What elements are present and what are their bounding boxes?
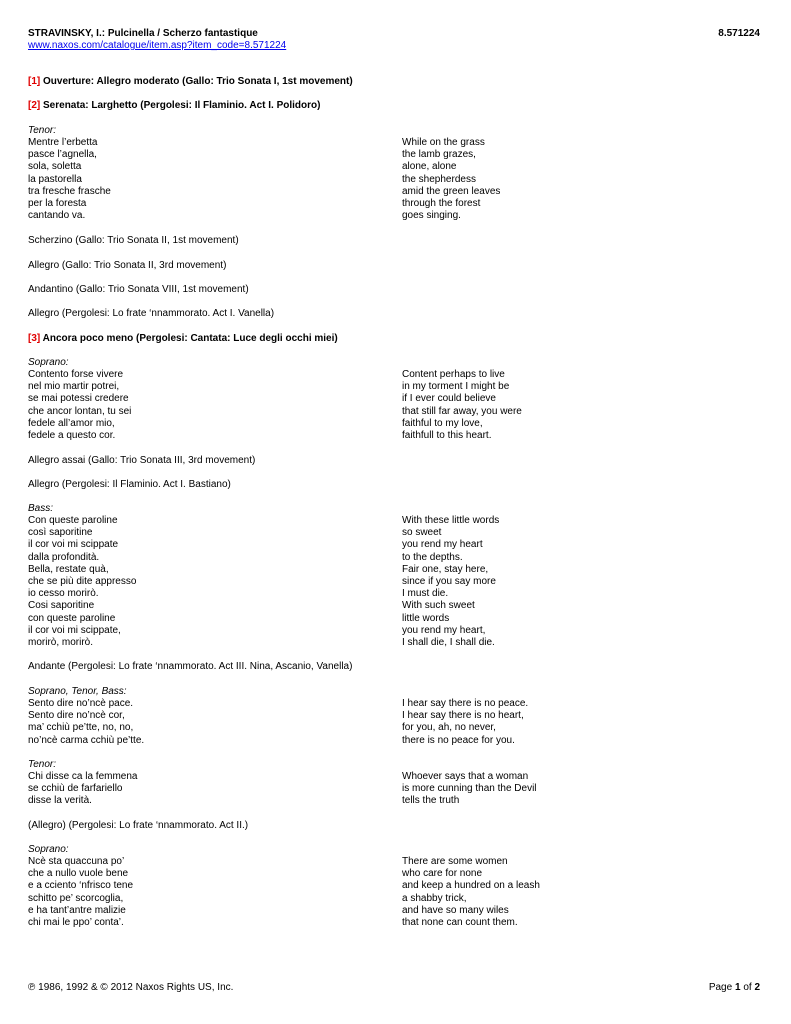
lyric-line: With such sweet: [402, 600, 475, 612]
lyric-line: così saporitine: [28, 527, 93, 539]
lyric-line: disse la verità.: [28, 795, 92, 807]
lyric-line: little words: [402, 612, 450, 624]
lyric-line: che a nullo vuole bene: [28, 868, 129, 880]
singer-soprano-2: Soprano:: [28, 844, 69, 855]
lyric-line: if I ever could believe: [402, 393, 496, 405]
lyric-line: fedele a questo cor.: [28, 430, 116, 442]
lyric-line: the lamb grazes,: [402, 149, 476, 161]
singer-trio: Soprano, Tenor, Bass:: [28, 686, 127, 697]
lyric-line: There are some women: [402, 856, 508, 867]
movement-andante: Andante (Pergolesi: Lo frate ‘nnammorato. Act III. Nina, Ascanio, Vanella): [28, 661, 353, 672]
lyric-line: tra fresche frasche: [28, 185, 111, 197]
track-3-number: [3]: [28, 333, 41, 344]
lyric-line: since if you say more: [402, 576, 496, 588]
catalogue-link[interactable]: www.naxos.com/catalogue/item.asp?item_code=8.571224: [28, 40, 287, 51]
lyric-line: that none can count them.: [402, 917, 518, 929]
lyric-line: con queste paroline: [28, 612, 116, 624]
lyric-line: so sweet: [402, 527, 442, 539]
catalogue-number: 8.571224: [718, 28, 760, 39]
lyric-line: cantando va.: [28, 210, 86, 222]
lyric-line: io cesso morirò.: [28, 588, 99, 600]
lyric-line: you rend my heart: [402, 539, 483, 551]
english-lyrics-6: [402, 856, 540, 929]
lyric-line: I shall die, I shall die.: [402, 637, 495, 649]
english-lyrics-5: [402, 771, 537, 808]
lyric-line: Ncè sta quaccuna po’: [28, 856, 125, 867]
lyric-line: in my torment I might be: [402, 381, 510, 393]
lyric-line: il cor voi mi scippate: [28, 539, 119, 551]
lyric-line: Chi disse ca la femmena: [28, 771, 138, 782]
lyric-line: goes singing.: [402, 210, 461, 222]
lyric-line: nel mio martir potrei,: [28, 381, 120, 393]
italian-lyrics-2: [28, 369, 131, 442]
lyric-line: no’ncè carma cchiù pe’tte.: [28, 734, 145, 746]
italian-lyrics-6: [28, 856, 133, 929]
italian-lyrics-1: [28, 137, 111, 222]
lyric-line: through the forest: [402, 198, 481, 210]
lyric-line: Cosi saporitine: [28, 600, 95, 612]
track-2-heading: [28, 100, 320, 112]
lyric-line: che se più dite appresso: [28, 576, 137, 588]
lyric-line: there is no peace for you.: [402, 734, 515, 746]
singer-tenor-1: Tenor:: [28, 125, 56, 136]
lyric-line: I hear say there is no peace.: [402, 698, 529, 709]
italian-lyrics-4: [28, 698, 144, 747]
lyric-line: chi mai le ppo’ conta’.: [28, 917, 124, 929]
lyric-line: for you, ah, no never,: [402, 722, 496, 734]
movement-allegro-bastiano: Allegro (Pergolesi: Il Flaminio. Act I. Bastiano): [28, 479, 231, 490]
lyric-line: se cchiù de farfariello: [28, 783, 123, 795]
movement-andantino: Andantino (Gallo: Trio Sonata VIII, 1st movement): [28, 284, 249, 295]
lyric-line: Con queste paroline: [28, 515, 118, 526]
italian-lyrics-5: [28, 771, 138, 808]
lyric-line: Sento dire no’ncè cor,: [28, 710, 125, 722]
track-1-number: [1]: [28, 76, 41, 87]
lyric-line: Sento dire no’ncè pace.: [28, 698, 134, 709]
track-1-heading: [28, 76, 353, 88]
lyric-line: is more cunning than the Devil: [402, 783, 537, 795]
lyric-line: faithfull to this heart.: [402, 430, 492, 442]
lyric-line: e ha tant’antre malizie: [28, 904, 126, 916]
lyric-line: sola, soletta: [28, 161, 82, 173]
lyric-line: dalla profondità.: [28, 551, 100, 563]
lyric-line: that still far away, you were: [402, 405, 522, 417]
lyric-line: Content perhaps to live: [402, 369, 505, 380]
movement-scherzino: Scherzino (Gallo: Trio Sonata II, 1st movement): [28, 235, 239, 246]
page-indicator: [709, 982, 760, 994]
english-lyrics-3: [402, 515, 499, 649]
lyric-line: faithful to my love,: [402, 417, 483, 429]
page-word: Page: [708, 982, 733, 993]
english-lyrics-2: [402, 369, 522, 442]
movement-allegro-vanella: Allegro (Pergolesi: Lo frate ‘nnammorato. Act I. Vanella): [28, 308, 275, 319]
lyric-line: Fair one, stay here,: [402, 563, 489, 575]
track-2-title: Serenata: Larghetto (Pergolesi: Il Flaminio. Act I. Polidoro): [43, 100, 321, 111]
lyric-line: Whoever says that a woman: [402, 771, 529, 782]
track-3-title: Ancora poco meno (Pergolesi: Cantata: Luce degli occhi miei): [42, 333, 338, 344]
lyric-line: se mai potessi credere: [28, 393, 129, 405]
track-3-heading: [28, 333, 338, 345]
track-2-number: [2]: [28, 100, 41, 111]
lyric-line: I hear say there is no heart,: [402, 710, 524, 722]
lyric-line: e a cciento ‘nfrisco tene: [28, 880, 134, 892]
lyric-line: amid the green leaves: [402, 185, 501, 197]
english-lyrics-1: [402, 137, 500, 222]
of-word: of: [743, 982, 752, 993]
lyric-line: and keep a hundred on a leash: [402, 880, 540, 892]
lyric-line: per la foresta: [28, 198, 87, 210]
page-total: 2: [754, 982, 760, 993]
lyric-line: tells the truth: [402, 795, 460, 807]
lyric-line: che ancor lontan, tu sei: [28, 405, 132, 417]
singer-soprano-1: Soprano:: [28, 357, 69, 368]
lyric-line: ma’ cchiù pe’tte, no, no,: [28, 722, 134, 734]
lyric-line: a shabby trick,: [402, 892, 467, 904]
movement-allegro-act2: (Allegro) (Pergolesi: Lo frate ‘nnammorato. Act II.): [28, 820, 249, 831]
lyric-line: la pastorella: [28, 173, 82, 185]
movement-allegro-gallo: Allegro (Gallo: Trio Sonata II, 3rd movement): [28, 260, 227, 271]
singer-tenor-2: Tenor:: [28, 759, 56, 770]
movement-allegro-assai: Allegro assai (Gallo: Trio Sonata III, 3rd movement): [28, 455, 256, 466]
lyric-line: you rend my heart,: [402, 624, 486, 636]
lyric-line: to the depths.: [402, 551, 463, 563]
lyric-line: With these little words: [402, 515, 500, 526]
document-title: STRAVINSKY, I.: Pulcinella / Scherzo fantastique: [28, 28, 258, 39]
lyric-line: pasce l’agnella,: [28, 149, 97, 161]
copyright-notice: ℗ 1986, 1992 & © 2012 Naxos Rights US, Inc.: [28, 982, 234, 993]
lyric-line: alone, alone: [402, 161, 457, 173]
lyric-line: who care for none: [402, 868, 483, 880]
singer-bass: Bass:: [28, 503, 54, 514]
lyric-line: schitto pe’ scorcoglia,: [28, 892, 124, 904]
lyric-line: the shepherdess: [402, 173, 476, 185]
english-lyrics-4: [402, 698, 528, 747]
track-1-title: Ouverture: Allegro moderato (Gallo: Trio Sonata I, 1st movement): [43, 76, 353, 87]
italian-lyrics-3: [28, 515, 136, 649]
lyric-line: and have so many wiles: [402, 904, 509, 916]
lyric-line: Contento forse vivere: [28, 369, 124, 380]
lyric-line: morirò, morirò.: [28, 637, 94, 649]
lyric-line: While on the grass: [402, 137, 485, 148]
lyric-line: Mentre l’erbetta: [28, 137, 98, 148]
lyric-line: Bella, restate quà,: [28, 563, 109, 575]
lyric-line: il cor voi mi scippate,: [28, 624, 121, 636]
page-number: 1: [734, 982, 741, 993]
lyric-line: I must die.: [402, 588, 449, 600]
lyric-line: fedele all’amor mio,: [28, 417, 115, 429]
